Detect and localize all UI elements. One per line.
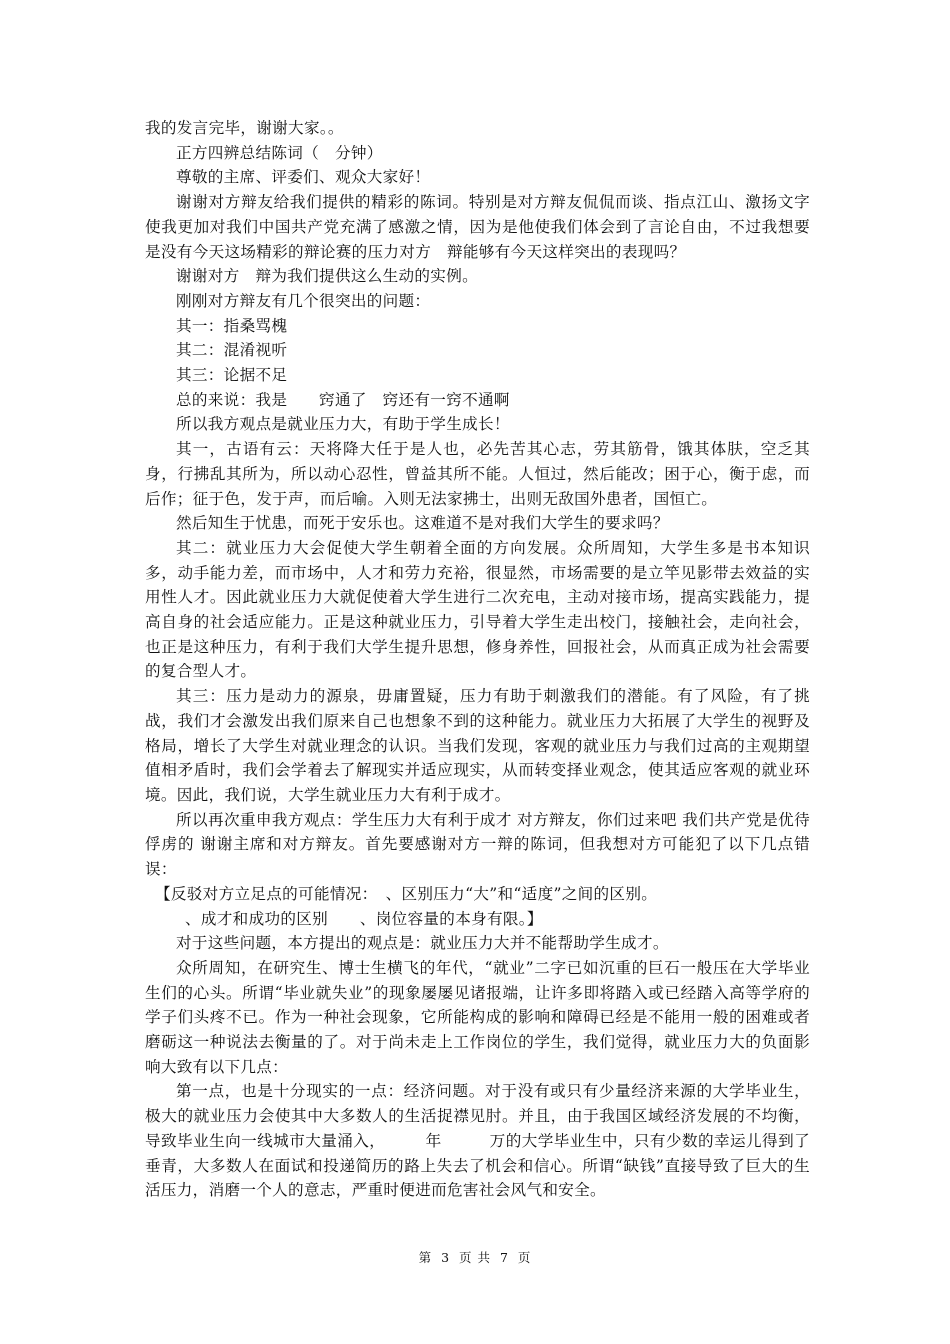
paragraph: 、成才和成功的区别 、岗位容量的本身有限。】 (185, 909, 543, 928)
footer-suffix: 页 (517, 1250, 532, 1265)
paragraph: 总的来说：我是 窍通了 窍还有一窍不通啊 (176, 390, 510, 409)
paragraph: 谢谢对方 辩为我们提供这么生动的实例。 (176, 267, 478, 286)
total-pages-number: 7 (499, 1250, 509, 1265)
paragraph: 第一点，也是十分现实的一点：经济问题。对于没有或只有少量经济来源的大学毕业生，极大的就业压力会使其中大多数人的生活捉襟见肘。并且，由于我国区域经济发展的不均衡，导致毕业生向一线城市大量涌入， 年 万的大学毕业生中，只有少数的幸运儿得到了垂青，大多数人在面试和投递简历的路上失去了机会和信心。所谓“缺钱”直接导致了巨大的生活压力，消磨一个人的意志，严重时便进而危害社会风气和安全。 (145, 1082, 810, 1200)
paragraph: 其一，古语有云：天将降大任于是人也，必先苦其心志，劳其筋骨，饿其体肤，空乏其身，行拂乱其所为，所以动心忍性，曾益其所不能。人恒过，然后能改；困于心，衡于虑，而后作；征于色，发于声，而后喻。入则无法家拂士，出则无敌国外患者，国恒亡。 (145, 440, 810, 508)
paragraph: 其二：就业压力大会促使大学生朝着全面的方向发展。众所周知，大学生多是书本知识多，动手能力差，而市场中，人才和劳力充裕，很显然，市场需要的是立竿见影带去效益的实用性人才。因此就业压力大就促使着大学生进行二次充电，主动对接市场，提高实践能力，提高自身的社会适应能力。正是这种就业压力，引导着大学生走出校门，接触社会，走向社会，也正是这种压力，有利于我们大学生提升思想，修身养性，回报社会，从而真正成为社会需要的复合型人才。 (145, 538, 810, 681)
paragraph: 其三：论据不足 (176, 366, 288, 385)
page-footer (0, 1248, 950, 1266)
footer-prefix: 第 (418, 1250, 433, 1265)
footer-middle: 页 共 (459, 1250, 491, 1265)
paragraph: 我的发言完毕，谢谢大家。。 (145, 119, 344, 137)
paragraph: 所以再次重申我方观点：学生压力大有利于成才 对方辩友，你们过来吧 我们共产党是优待俘虏的 谢谢主席和对方辩友。首先要感谢对方一辩的陈词，但我想对方可能犯了以下几点错误： (145, 810, 810, 879)
current-page-number: 3 (441, 1250, 451, 1265)
paragraph: 【反驳对方立足点的可能情况： 、区别压力“大”和“适度”之间的区别。 (155, 884, 658, 903)
paragraph: 其二：混淆视听 (176, 341, 288, 360)
paragraph: 然后知生于忧患，而死于安乐也。这难道不是对我们大学生的要求吗？ (176, 514, 669, 533)
paragraph: 所以我方观点是就业压力大，有助于学生成长！ (176, 415, 510, 434)
paragraph: 对于这些问题，本方提出的观点是：就业压力大并不能帮助学生成才。 (176, 934, 669, 953)
paragraph: 谢谢对方辩友给我们提供的精彩的陈词。特别是对方辩友侃侃而谈、指点江山、激扬文字使我更加对我们中国共产党充满了感激之情，因为是他使我们体会到了言论自由，不过我想要是没有今天这场精彩的辩论赛的压力对方 辩能够有今天这样突出的表现吗？ (145, 193, 810, 261)
document-body (145, 116, 810, 1203)
paragraph: 其三：压力是动力的源泉，毋庸置疑，压力有助于刺激我们的潜能。有了风险，有了挑战，我们才会激发出我们原来自己也想象不到的这种能力。就业压力大拓展了大学生的视野及格局，增长了大学生对就业理念的认识。当我们发现，客观的就业压力与我们过高的主观期望值相矛盾时，我们会学着去了解现实并适应现实，从而转变择业观念，使其适应客观的就业环境。因此，我们说，大学生就业压力大有利于成才。 (145, 687, 810, 804)
paragraph: 其一：指桑骂槐 (176, 316, 288, 335)
paragraph: 刚刚对方辩友有几个很突出的问题： (176, 291, 431, 310)
paragraph: 正方四辨总结陈词（ 分钟） (176, 143, 383, 162)
paragraph: 众所周知，在研究生、博士生横飞的年代，“就业”二字已如沉重的巨石一般压在大学毕业生们的心头。所谓“毕业就失业”的现象屡屡见诸报端，让许多即将踏入或已经踏入高等学府的学子们头疼不已。作为一种社会现象，它所能构成的影响和障碍已经是不能用一般的困难或者磨砺这一种说法去衡量的了。对于尚未走上工作岗位的学生，我们觉得，就业压力大的负面影响大致有以下几点： (145, 958, 810, 1076)
paragraph: 尊敬的主席、评委们、观众大家好！ (176, 168, 431, 187)
